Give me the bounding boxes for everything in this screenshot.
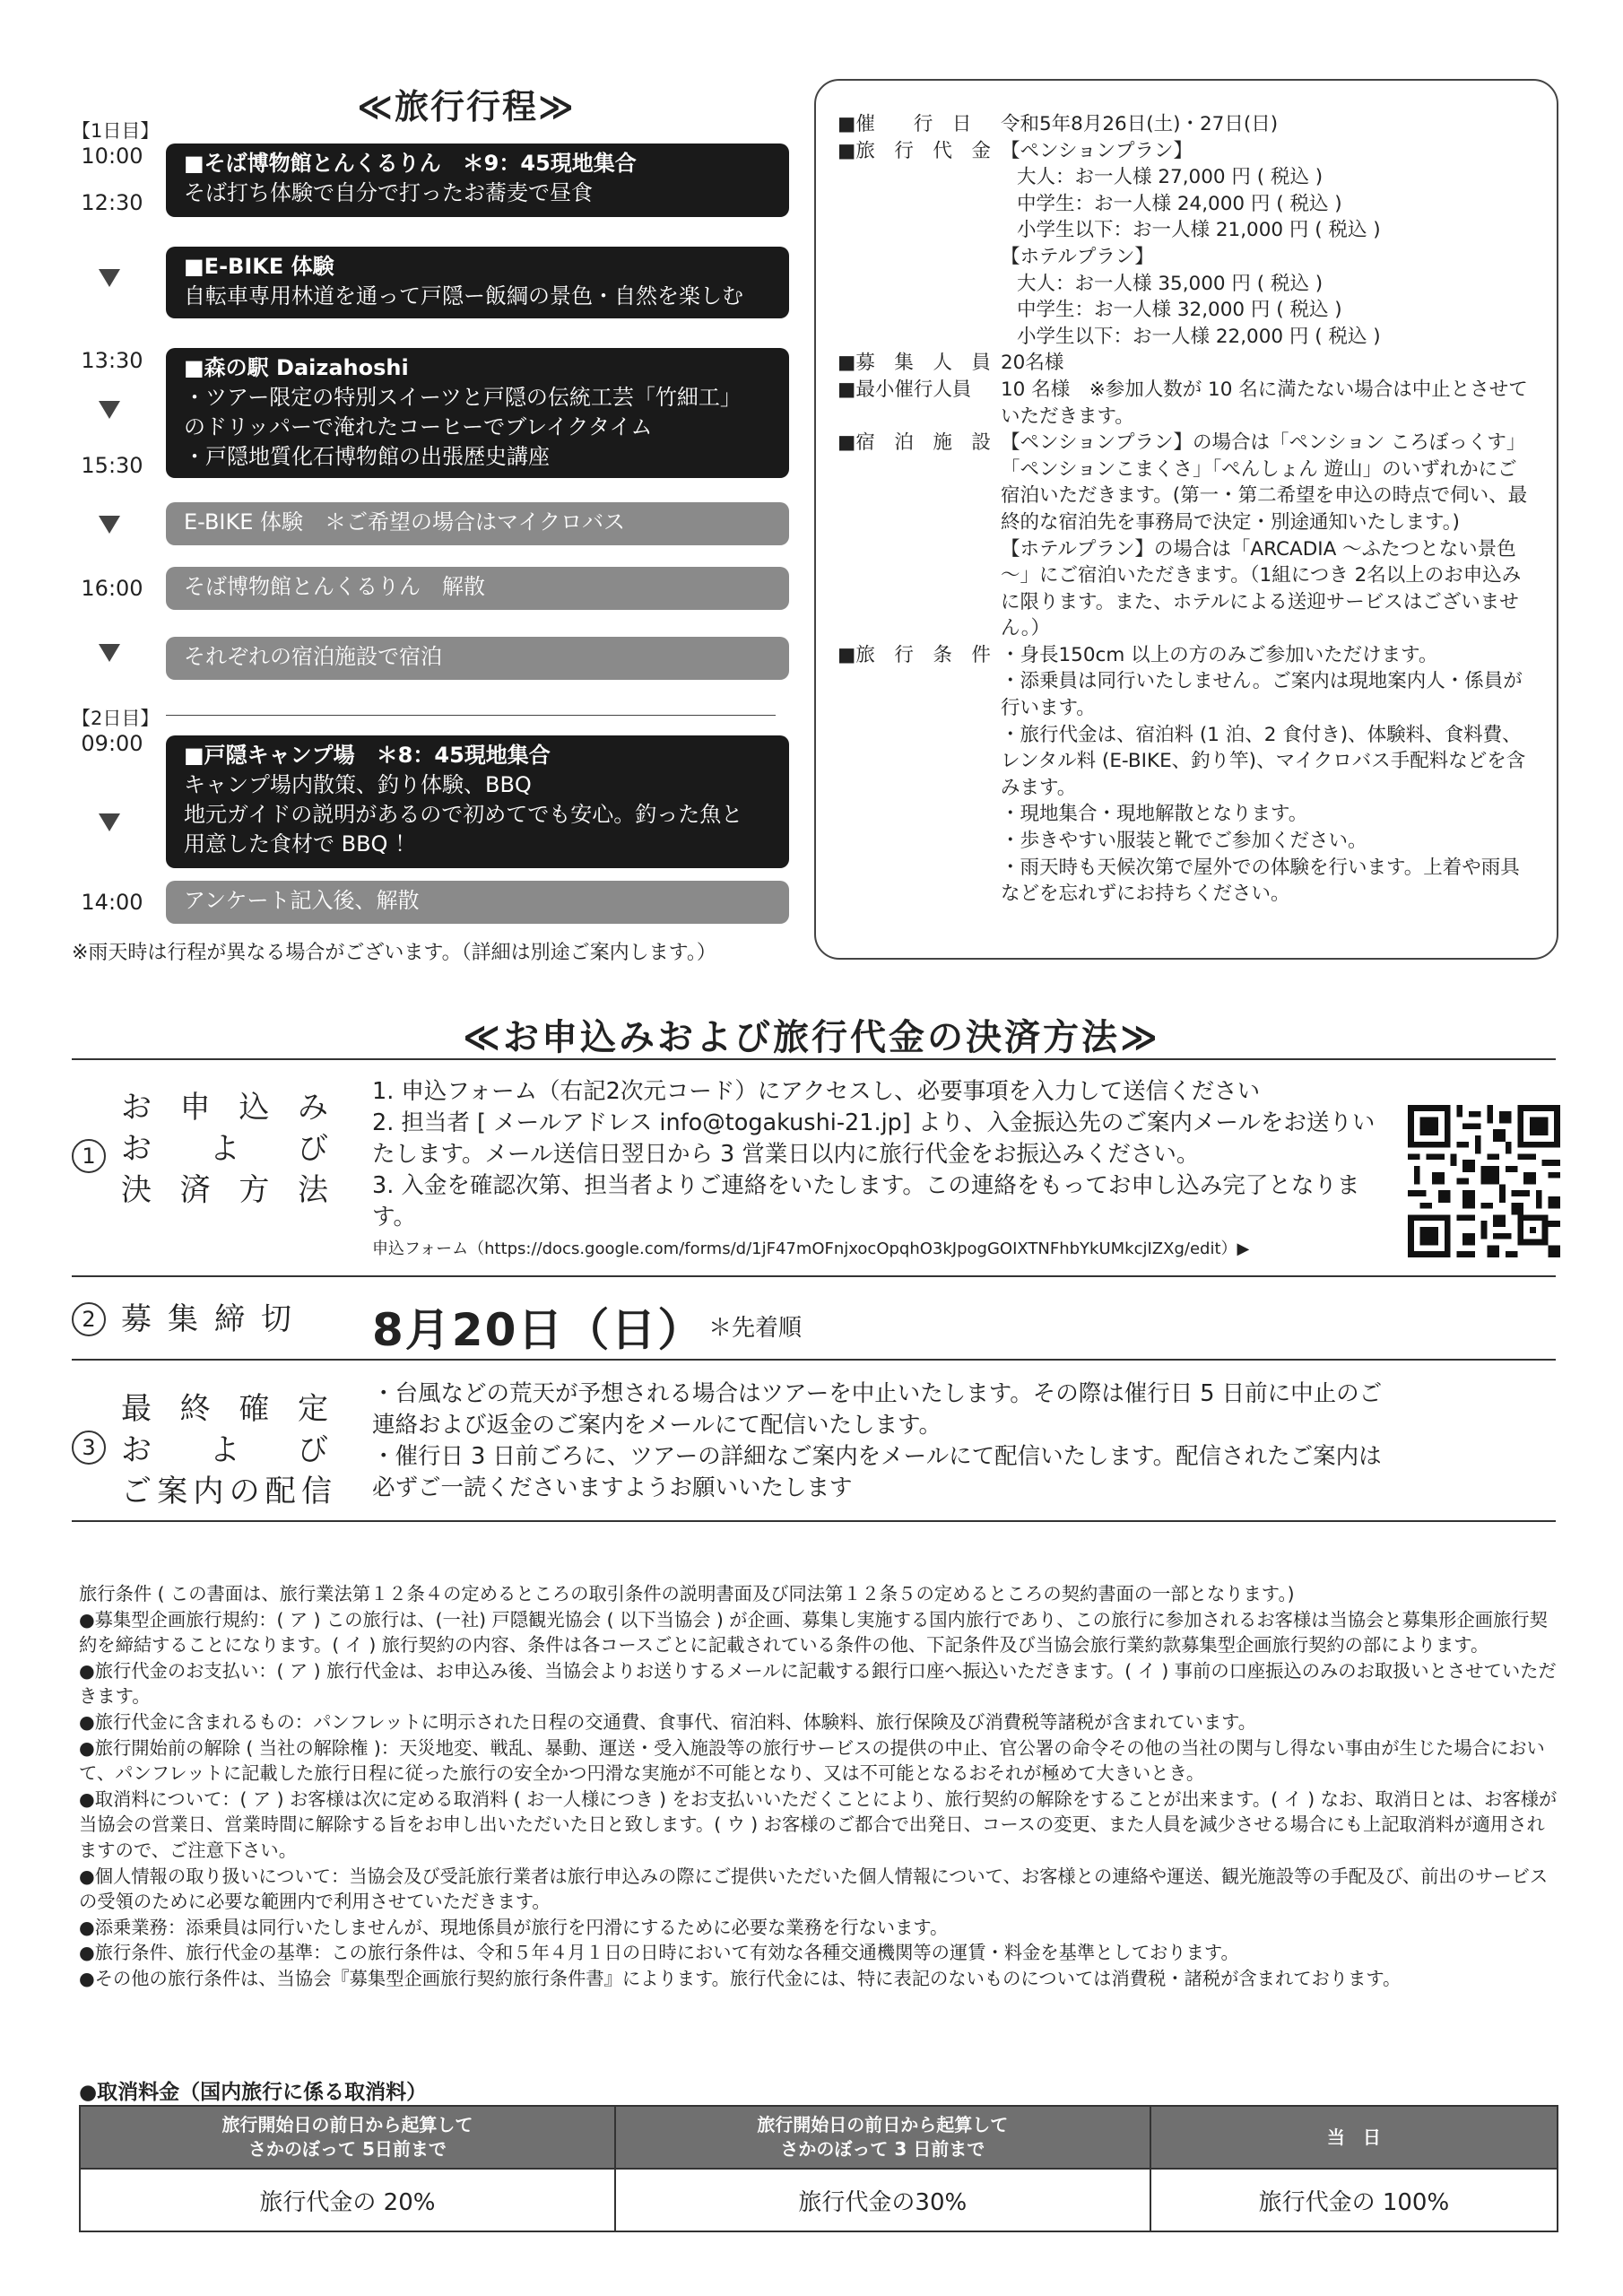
item-line: キャンプ場内散策、釣り体験、BBQ bbox=[184, 772, 532, 797]
info-value: 【ペンションプラン】の場合は「ペンション ころぼっくす」「ペンションこまくさ」「ぺんしょん 遊山」のいずれかにご宿泊いただきます。(第一・第二希望を申込の時点で伺い、最終的な宿泊先を事務局で決定・別途通知いたします。) bbox=[1001, 431, 1528, 534]
travel-conditions bbox=[79, 1581, 1558, 1992]
itinerary-item-dismiss bbox=[166, 567, 789, 610]
table-row bbox=[80, 2169, 1558, 2231]
table-header-row bbox=[80, 2106, 1558, 2169]
item-title: ■森の駅 Daizahoshi bbox=[184, 355, 409, 380]
divider bbox=[72, 1275, 1556, 1277]
divider bbox=[72, 1058, 1556, 1060]
table-header bbox=[80, 2106, 615, 2169]
down-arrow-icon bbox=[99, 516, 120, 534]
step-line: ・催行日 3 日前ごろに、ツアーの詳細なご案内をメールにて配信いたします。配信されたご案内は必ずご一読くださいますようお願いいたします bbox=[372, 1443, 1382, 1501]
condition-paragraph: ●旅行代金のお支払い：( ア ) 旅行代金は、お申込み後、当協会よりお送りするメールに記載する銀行口座へ振込いただきます。( イ ) 事前の口座振込のみのお取扱いとさせていただきます。 bbox=[79, 1659, 1557, 1708]
item-title: ■E-BIKE 体験 bbox=[184, 254, 334, 279]
info-value: 20名様 bbox=[1001, 352, 1064, 375]
item-title: ■戸隠キャンプ場 ＊8：45現地集合 bbox=[184, 743, 551, 768]
condition-paragraph: ●旅行条件、旅行代金の基準：この旅行条件は、令和５年４月１日の日時において有効な各種交通機関等の運賃・料金を基準としております。 bbox=[79, 1942, 1239, 1964]
cancellation-table bbox=[79, 2105, 1558, 2232]
down-arrow-icon bbox=[99, 644, 120, 662]
price-elementary: 小学生以下：お一人様 22,000 円 ( 税込 ) bbox=[1017, 325, 1381, 348]
info-key: ■旅 行 代 金 bbox=[838, 139, 991, 162]
info-value: 10 名様 ※参加人数が 10 名に満たない場合は中止とさせていただきます。 bbox=[1001, 378, 1528, 428]
down-arrow-icon bbox=[99, 401, 120, 419]
step-line: 3. 入金を確認次第、担当者よりご連絡をいたします。この連絡をもってお申し込み完了となります。 bbox=[372, 1172, 1360, 1231]
info-value: 令和5年8月26日(土)・27日(日) bbox=[1001, 113, 1279, 135]
item-line: 地元ガイドの説明があるので初めてでも安心。釣った魚と bbox=[184, 802, 743, 827]
step1-body bbox=[372, 1076, 1385, 1233]
header-line: 旅行開始日の前日から起算して bbox=[757, 2114, 1009, 2135]
table-cell: 旅行代金の 100% bbox=[1150, 2169, 1558, 2231]
step-number-1: 1 bbox=[72, 1139, 106, 1173]
step-number-2: 2 bbox=[72, 1302, 106, 1336]
step3-body bbox=[372, 1378, 1385, 1504]
itinerary-item-ebike-return bbox=[166, 502, 789, 545]
item-line: そば博物館とんくるりん 解散 bbox=[184, 574, 485, 599]
info-key bbox=[838, 164, 1001, 244]
item-line: ・戸隠地質化石博物館の出張歴史講座 bbox=[184, 444, 550, 469]
item-line: 自転車専用林道を通って戸隠ー飯綱の景色・自然を楽しむ bbox=[184, 283, 743, 309]
condition-paragraph: ●個人情報の取り扱いについて：当協会及び受託旅行業者は旅行申込みの際にご提供いただいた個人情報について、お客様との連絡や運送、観光施設等の手配及び、前出のサービスの受領のために必要な範囲内で利用させていただきます。 bbox=[79, 1865, 1549, 1913]
price-junior-high: 中学生：お一人様 24,000 円 ( 税込 ) bbox=[1017, 192, 1342, 215]
deadline-note: ＊先着順 bbox=[708, 1315, 803, 1342]
day2-label: 【2日目】 bbox=[72, 708, 160, 729]
divider bbox=[72, 1359, 1556, 1361]
itinerary-item-camp bbox=[166, 735, 789, 868]
item-line: 用意した食材で BBQ ！ bbox=[184, 831, 417, 857]
time-label: 15:30 bbox=[81, 453, 143, 478]
price-elementary: 小学生以下：お一人様 21,000 円 ( 税込 ) bbox=[1017, 219, 1381, 242]
item-line: E-BIKE 体験 ＊ご希望の場合はマイクロバス bbox=[184, 509, 626, 535]
condition-paragraph: ●旅行代金に含まれるもの：パンフレットに明示された日程の交通費、食事代、宿泊料、体験料、旅行保険及び消費税等諸税が含まれています。 bbox=[79, 1710, 1257, 1733]
price-adult: 大人：お一人様 27,000 円 ( 税込 ) bbox=[1017, 166, 1324, 189]
itinerary-title: ≪旅行行程≫ bbox=[357, 87, 576, 126]
table-header bbox=[615, 2106, 1150, 2169]
step-line: 1. 申込フォーム（右記2次元コード）にアクセスし、必要事項を入力して送信ください bbox=[372, 1078, 1261, 1105]
info-row-date bbox=[838, 111, 1533, 138]
condition-paragraph: ●その他の旅行条件は、当協会『募集型企画旅行契約旅行条件書』によります。旅行代金には、特に表記のないものについては消費税・諸税が含まれております。 bbox=[79, 1967, 1402, 1989]
condition-item: ・雨天時も天候次第で屋外での体験を行います。上着や雨具などを忘れずにお持ちください。 bbox=[1001, 856, 1520, 906]
condition-item: ・添乗員は同行いたしません。ご案内は現地案内人・係員が行います。 bbox=[1001, 670, 1523, 720]
item-line: のドリッパーで淹れたコーヒーでブレイクタイム bbox=[184, 414, 653, 439]
header-line: 当 日 bbox=[1326, 2126, 1381, 2148]
down-arrow-icon bbox=[99, 813, 120, 831]
qr-code-icon[interactable] bbox=[1408, 1105, 1560, 1257]
hotel-plan-label: 【ホテルプラン】 bbox=[1001, 245, 1154, 268]
itinerary-item-soba-museum bbox=[166, 144, 789, 217]
condition-item: ・身長150cm 以上の方のみご参加いただけます。 bbox=[1001, 643, 1438, 666]
condition-paragraph: ●募集型企画旅行規約：( ア ) この旅行は、(一社) 戸隠観光協会 ( 以下当協会 ) が企画、募集し実施する国内旅行であり、この旅行に参加されるお客様は当協会と募集形企画旅行契約を締結することになります。( イ ) 旅行契約の内容、条件は各コースごとに記載されている条件の他、下記条件及び当協会旅行業約款募集型企画旅行契約の部によります。 bbox=[79, 1608, 1548, 1657]
label-line: お よ び bbox=[121, 1432, 332, 1468]
time-label: 13:30 bbox=[81, 348, 143, 373]
step-line: ・台風などの荒天が予想される場合はツアーを中止いたします。その際は催行日 5 日前に中止のご連絡および返金のご案内をメールにて配信いたします。 bbox=[372, 1380, 1383, 1439]
label-line: お よ び bbox=[121, 1131, 332, 1167]
time-label: 10:00 bbox=[81, 144, 143, 169]
label-line: 決済方法 bbox=[121, 1172, 332, 1208]
info-row-lodging bbox=[838, 430, 1533, 642]
time-label: 09:00 bbox=[81, 731, 143, 756]
info-row-pension-prices bbox=[838, 164, 1533, 244]
day-divider bbox=[166, 715, 776, 716]
itinerary-item-survey bbox=[166, 881, 789, 924]
itinerary-item-ebike bbox=[166, 247, 789, 318]
price-adult: 大人：お一人様 35,000 円 ( 税込 ) bbox=[1017, 272, 1324, 295]
rain-note: ※雨天時は行程が異なる場合がございます。（詳細は別途ご案内します。） bbox=[72, 942, 716, 964]
time-label: 16:00 bbox=[81, 576, 143, 601]
label-line: ご案内の配信 bbox=[121, 1474, 332, 1509]
condition-item: ・歩きやすい服装と靴でご参加ください。 bbox=[1001, 830, 1367, 853]
condition-item: ・現地集合・現地解散となります。 bbox=[1001, 803, 1308, 826]
condition-paragraph: ●取消料について：( ア ) お客様は次に定める取消料 ( お一人様につき ) をお支払いいただくことにより、旅行契約の解除をすることが出来ます。( イ ) なお、取消日とは、お客様が当協会の営業日、営業時間に解除する旨をお申し出いただいた日と致します。( ウ ) お客様のご都合で出発日、コースの変更、また人員を減少させる場合にも上記取消料が適用されますので、ご注意下さい。 bbox=[79, 1787, 1558, 1861]
day1-label: 【1日目】 bbox=[72, 120, 160, 142]
header-line: 旅行開始日の前日から起算して bbox=[221, 2114, 473, 2135]
info-value: 【ペンションプラン】 bbox=[1001, 139, 1193, 162]
info-row-min-participants bbox=[838, 377, 1533, 430]
tour-info-box bbox=[814, 79, 1558, 960]
item-line: ・ツアー限定の特別スイーツと戸隠の伝統工芸「竹細工」 bbox=[184, 385, 742, 410]
divider bbox=[72, 1520, 1556, 1522]
table-cell: 旅行代金の30% bbox=[615, 2169, 1150, 2231]
price-junior-high: 中学生：お一人様 32,000 円 ( 税込 ) bbox=[1017, 299, 1342, 322]
step-number-3: 3 bbox=[72, 1431, 106, 1465]
info-row-conditions bbox=[838, 642, 1533, 908]
cancellation-title: ●取消料金（国内旅行に係る取消料） bbox=[79, 2081, 428, 2104]
header-line: さかのぼって 5日前まで bbox=[247, 2138, 447, 2160]
info-value: 【ホテルプラン】の場合は「ARCADIA ～ふたつとない景色～」にご宿泊いただきます。（1組につき 2名以上のお申込みに限ります。また、ホテルによる送迎サービスはございません。） bbox=[1001, 537, 1522, 640]
item-line: それぞれの宿泊施設で宿泊 bbox=[184, 644, 442, 669]
time-label: 12:30 bbox=[81, 190, 143, 215]
step2-label: 募集締切 bbox=[121, 1301, 308, 1337]
info-key: ■宿 泊 施 設 bbox=[838, 431, 991, 455]
info-key: ■旅 行 条 件 bbox=[838, 643, 991, 666]
down-arrow-icon bbox=[99, 269, 120, 287]
itinerary-item-lodging bbox=[166, 637, 789, 680]
deadline-date: 8月20日（日） bbox=[372, 1304, 705, 1356]
condition-paragraph: 旅行条件 ( この書面は、旅行業法第１２条４の定めるところの取引条件の説明書面及び同法第１２条５の定めるところの契約書面の一部となります。) bbox=[79, 1583, 1295, 1605]
table-cell: 旅行代金の 20% bbox=[80, 2169, 615, 2231]
step1-label bbox=[121, 1087, 332, 1211]
info-row-capacity bbox=[838, 350, 1533, 377]
condition-paragraph: ●旅行開始前の解除 ( 当社の解除権 )：天災地変、戦乱、暴動、運送・受入施設等の旅行サービスの提供の中止、官公署の命令その他の当社の関与し得ない事由が生じた場合において、パンフレットに記載した旅行日程に従った旅行の安全かつ円滑な実施が不可能となり、又は不可能となるおそれが極めて大きいとき。 bbox=[79, 1736, 1545, 1785]
itinerary-item-mori-no-eki bbox=[166, 348, 789, 478]
item-title: ■そば博物館とんくるりん ＊9：45現地集合 bbox=[184, 151, 637, 176]
info-key bbox=[838, 244, 1001, 350]
info-key: ■募 集 人 員 bbox=[838, 352, 991, 375]
label-line: 最終確定 bbox=[121, 1391, 332, 1427]
form-url-link[interactable]: 申込フォーム（https://docs.google.com/forms/d/1jF47mOFnjxocOpqhO3kJpogGOIXTNFhbYkUMkcjIZXg/edit）▶ bbox=[372, 1239, 1250, 1258]
step3-label bbox=[121, 1388, 332, 1512]
info-row-price bbox=[838, 138, 1533, 165]
item-line: そば打ち体験で自分で打ったお蕎麦で昼食 bbox=[184, 180, 593, 205]
table-header bbox=[1150, 2106, 1558, 2169]
condition-item: ・旅行代金は、宿泊料 (1 泊、2 食付き)、体験料、食料費、レンタル料 (E-BIKE、釣り竿)、マイクロバス手配料などを含みます。 bbox=[1001, 723, 1526, 799]
info-row-hotel-prices bbox=[838, 244, 1533, 350]
info-key: ■催 行 日 bbox=[838, 113, 972, 135]
payment-title: ≪お申込みおよび旅行代金の決済方法≫ bbox=[463, 1017, 1160, 1058]
header-line: さかのぼって 3 日前まで bbox=[780, 2138, 985, 2160]
time-label: 14:00 bbox=[81, 890, 143, 915]
info-key: ■最小催行人員 bbox=[838, 378, 972, 401]
label-line: お申込み bbox=[121, 1090, 332, 1126]
item-line: アンケート記入後、解散 bbox=[184, 888, 420, 913]
condition-paragraph: ●添乗業務：添乗員は同行いたしませんが、現地係員が旅行を円滑にするために必要な業務を行ないます。 bbox=[79, 1916, 949, 1938]
step-line: 2. 担当者 [ メールアドレス info@togakushi-21.jp] より、入金振込先のご案内メールをお送りいたします。メール送信日翌日から 3 営業日以内に旅行代金をお振込みください。 bbox=[372, 1109, 1376, 1168]
